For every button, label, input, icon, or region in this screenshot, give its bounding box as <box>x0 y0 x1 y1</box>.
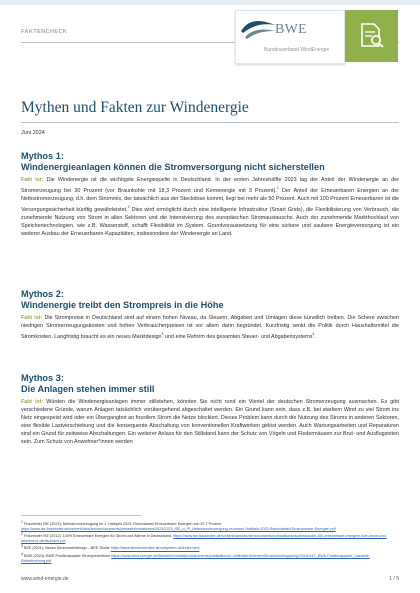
myth-heading-title: Windenergieanlagen können die Stromversorgung nicht sicherstellen <box>21 162 325 172</box>
footnotes <box>21 520 399 564</box>
fact-text: Würden die Windenergieanlagen immer stillstehen, könnten Sie nicht rund ein Viertel der deutschen Stromerzeugung ausmachen. Es gibt verschiedene Gründe, warum Anlagen tatsächlich vorübergehend abgeschaltet werden. Ein Grund kann sein, dass z.B. bei starkem Wind zu viel Strom ins Netz eingespeist wird oder ein Übergangbot an fossilem Strom die Netze blockiert. Dieses Problem kann durch die Nutzung des Stroms in anderen Sektoren, eine flexible Lastverschiebung und die konsequente Abschaltung von konventionellen Kraftwerken gelöst werden. Auch Wartungsarbeiten und Reparaturen sind ein Grund für zeitweise Abschaltungen. Ein weiterer Anlass für den Stillstand kann der Schutz von Vögeln und Fledermäusen zur Brut- und Ausflugzeiten sein. Zum Schutz von Anwohner*innen werden <box>21 399 399 446</box>
fact-paragraph <box>21 398 399 447</box>
footnote-link[interactable]: https://www.klimaneutrales-stromsystem.de/index.html <box>110 546 200 551</box>
doc-type-label: FAKTENCHECK <box>21 29 68 35</box>
title-divider <box>21 122 399 123</box>
footnote: $^4$ BWE (2024): BWE Positionspapier Strompreisreform https://www.wind-energie.de/fileadmin/redaktion/dokumente/publikationen-oeffentlich/themen/08-sektorenkopplung/20240417_BWE-Positionspapier_Industrie-Elektrifizierung.pdf <box>21 551 370 563</box>
factcheck-badge <box>345 10 398 62</box>
bwe-logo <box>235 10 345 64</box>
logo-text: BWE <box>275 22 308 37</box>
fact-paragraph <box>21 314 399 341</box>
footer-url[interactable]: www.wind-energie.de <box>21 576 69 582</box>
myth-heading-number: Mythos 3: <box>21 373 64 383</box>
fact-text: . <box>314 333 316 340</box>
footnote: $^1$ Fraunhofer ISE (2023): Nettostromerzeugung im 1. Halbjahr 2023: Rekordanteil Erneuerbarer Energien von 57,7 Prozent https://www.ise.fraunhofer.de/content/dam/ise/de/documents/presseinformationen/2023/2223_ISE_d_PI_Nettostromerzeugung-im-ersten-Halbjahr-2023-Rekordanteil-Erneuerbarer-Energien.pdf <box>21 520 336 532</box>
top-band <box>0 0 420 5</box>
fact-label: Fakt ist: <box>21 399 44 405</box>
footnote-ref[interactable]: 1 <box>276 186 279 191</box>
footnote: $^3$ BEE (2021): Neues Strommarktdesign – BEE Studie https://www.klimaneutrales-stromsystem.de/index.html <box>21 544 200 551</box>
myth-heading-title: Die Anlagen stehen immer still <box>21 384 155 394</box>
fact-label: Fakt ist: <box>21 315 43 321</box>
fact-text: Die Strompreise in Deutschland sind auf einem hohen Niveau, da Steuern, Abgaben und Umlagen diese künstlich treiben. Die Schere zwischen niedrigen Stromerzeugungskosten und hohen Verbraucherpreisen ist vor allem darin begründet. Kurzfristig senkt die Politik durch Haushaltsmittel die Stromkosten. Langfristig braucht es ein neues Marktdesign <box>21 315 399 340</box>
publication-date: Juni 2024 <box>21 130 45 136</box>
fact-label: Fakt ist: <box>21 177 44 183</box>
myth-section-1 <box>21 151 399 238</box>
myth-heading-title: Windenergie treibt den Strompreis in die Höhe <box>21 300 224 310</box>
fact-paragraph <box>21 176 399 238</box>
fact-text: Die Windenergie ist die wichtigste Energiequelle in Deutschland. In der ersten Jahreshälfte 2023 lag der Anteil der Windenergie an der Stromerzeugung bei 30 Prozent (vor Braunkohle mit 18,3 Prozent und Kernenergie mit 3 Prozent). <box>21 177 399 194</box>
fact-text: und eine Reform des gesamten Steuer- und Abgabensystems <box>163 333 313 340</box>
myth-heading-number: Mythos 2: <box>21 289 64 299</box>
footnote-link[interactable]: https://www.wind-energie.de/fileadmin/redaktion/dokumente/publikationen-oeffentlich/themen/08-sektorenkopplung/20240417_BWE-Positionspapier_Industrie-Elektrifizierung.pdf <box>21 553 370 563</box>
fact-text: Dies wird ermöglicht durch eine intelligente Infrastruktur (Smart Grids), die Flexibilisierung von Verbrauch, die zunehmende Nutzung von Strom in allen Sektoren und die Intensivierung des europäischen Stromaustauschs. Auch der zunehmende Markthochlauf von Speichertechnologien, wie z.B. Wasserstoff, schafft Flexibilität im System. Grundvoraussetzung für eine sichere und saubere Energieversorgung ist ein weiterer Ausbau der Erneuerbaren-Kapazitäten, insbesondere der Windenergie an Land. <box>21 206 400 238</box>
document-search-icon <box>358 22 386 50</box>
footnote-ref[interactable]: 2 <box>127 205 130 210</box>
myth-section-2 <box>21 289 399 341</box>
footnote: $^2$ Fraunhofer ISE (2012): 100% Erneuerbare Energien für Strom und Wärme in Deutschland. https://www.ise.fraunhofer.de/content/dam/ise/de/documents/publications/studies/studie-100-erneuerbare-energien-fuer-strom-und-waerme-in-deutschland.pdf <box>21 532 387 544</box>
page-number: 1 / 5 <box>389 576 399 582</box>
footnote-ref[interactable]: 3 <box>161 332 164 337</box>
footnote-divider <box>21 515 141 516</box>
myth-section-3 <box>21 373 399 447</box>
footnote-link[interactable]: https://www.ise.fraunhofer.de/content/dam/ise/de/documents/presseinformationen/2023/2223_ISE_d_PI_Nettostromerzeugung-im-ersten-Halbjahr-2023-Rekordanteil-Erneuerbarer-Energien.pdf <box>21 527 336 532</box>
footnote-ref[interactable]: 4 <box>312 332 315 337</box>
myth-heading-number: Mythos 1: <box>21 151 64 161</box>
logo-subtitle: Bundesverband WindEnergie <box>264 47 330 53</box>
fact-text: Der Anteil der Erneuerbaren Energien an der Nettostromerzeugung, d.h. dem Strommix, der tatsächlich aus der Steckdose kommt, liegt bei mehr als 50 Prozent. Auch mit 100 Prozent Erneuerbaren ist die Versorgungssicherheit künftig gewährleistet. <box>21 187 399 213</box>
footnote-link[interactable]: https://www.ise.fraunhofer.de/content/dam/ise/de/documents/publications/studies/studie-100-erneuerbare-energien-fuer-strom-und-waerme-in-deutschland.pdf <box>21 534 387 544</box>
page-footer <box>21 576 399 582</box>
bird-logo-icon <box>239 15 277 43</box>
page-title: Mythen und Fakten zur Windenergie <box>21 99 249 116</box>
